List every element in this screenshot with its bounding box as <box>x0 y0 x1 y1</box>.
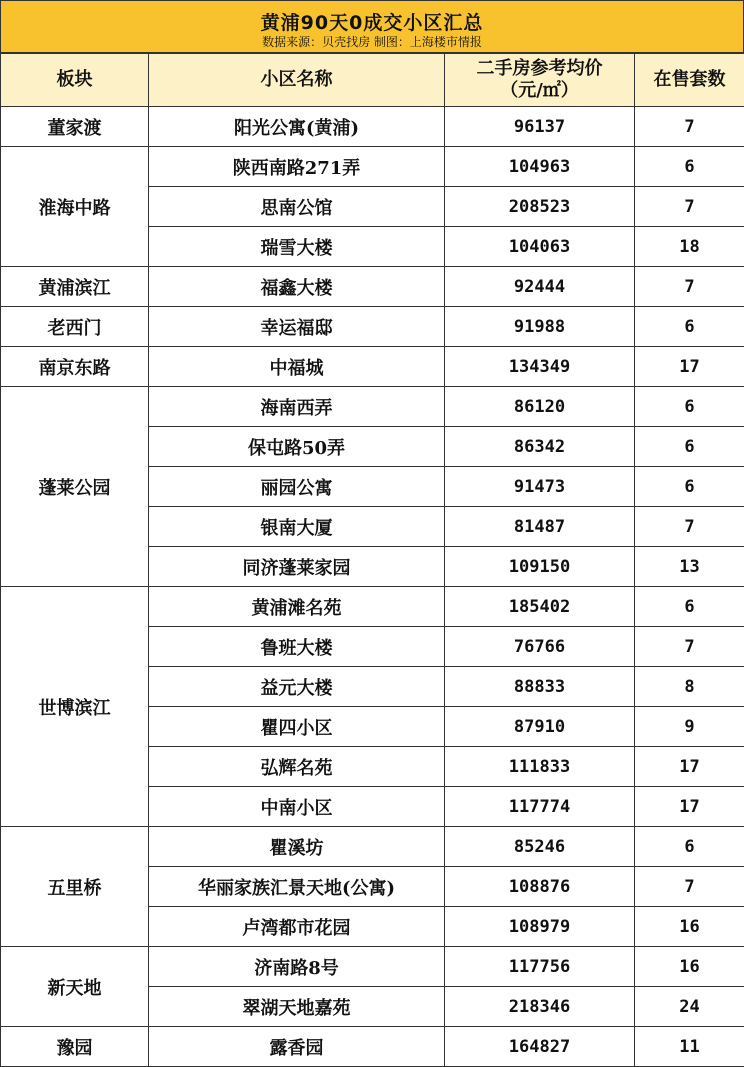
community-name-cell: 中南小区 <box>149 787 445 827</box>
community-name-cell: 丽园公寓 <box>149 467 445 507</box>
count-cell: 6 <box>635 587 744 627</box>
count-cell: 8 <box>635 667 744 707</box>
price-cell: 218346 <box>445 987 635 1027</box>
count-cell: 7 <box>635 627 744 667</box>
community-name-cell: 翠湖天地嘉苑 <box>149 987 445 1027</box>
price-cell: 86342 <box>445 427 635 467</box>
count-cell: 9 <box>635 707 744 747</box>
count-cell: 7 <box>635 507 744 547</box>
price-cell: 76766 <box>445 627 635 667</box>
count-cell: 17 <box>635 787 744 827</box>
table-row <box>1 267 744 307</box>
price-cell: 88833 <box>445 667 635 707</box>
community-name-cell: 幸运福邸 <box>149 307 445 347</box>
header-price-line2: （元/㎡） <box>500 80 579 101</box>
count-cell: 7 <box>635 107 744 147</box>
block-cell: 南京东路 <box>1 347 149 387</box>
community-name-cell: 思南公馆 <box>149 187 445 227</box>
header-count: 在售套数 <box>635 54 744 107</box>
price-cell: 81487 <box>445 507 635 547</box>
community-name-cell: 济南路8号 <box>149 947 445 987</box>
table-row <box>1 387 744 427</box>
price-cell: 108876 <box>445 867 635 907</box>
community-name-cell: 卢湾都市花园 <box>149 907 445 947</box>
block-cell: 新天地 <box>1 947 149 1027</box>
table-row <box>1 587 744 627</box>
community-name-cell: 益元大楼 <box>149 667 445 707</box>
community-name-cell: 保屯路50弄 <box>149 427 445 467</box>
block-cell: 世博滨江 <box>1 587 149 827</box>
count-cell: 7 <box>635 867 744 907</box>
table-row <box>1 107 744 147</box>
count-cell: 13 <box>635 547 744 587</box>
price-cell: 117774 <box>445 787 635 827</box>
header-price-line1: 二手房参考均价 <box>476 58 603 79</box>
block-cell: 黄浦滨江 <box>1 267 149 307</box>
price-cell: 92444 <box>445 267 635 307</box>
table-row <box>1 147 744 187</box>
community-name-cell: 银南大厦 <box>149 507 445 547</box>
community-name-cell: 中福城 <box>149 347 445 387</box>
header-row <box>1 54 744 107</box>
page-subtitle: 数据来源：贝壳找房 制图：上海楼市情报 <box>262 35 482 49</box>
price-cell: 208523 <box>445 187 635 227</box>
count-cell: 11 <box>635 1027 744 1067</box>
table-row <box>1 827 744 867</box>
count-cell: 7 <box>635 187 744 227</box>
title-band <box>0 0 744 53</box>
count-cell: 6 <box>635 827 744 867</box>
count-cell: 17 <box>635 747 744 787</box>
header-block: 板块 <box>1 54 149 107</box>
page-title: 黄浦90天0成交小区汇总 <box>260 12 484 34</box>
count-cell: 17 <box>635 347 744 387</box>
price-cell: 85246 <box>445 827 635 867</box>
block-cell: 蓬莱公园 <box>1 387 149 587</box>
count-cell: 6 <box>635 427 744 467</box>
price-cell: 111833 <box>445 747 635 787</box>
count-cell: 6 <box>635 307 744 347</box>
count-cell: 16 <box>635 947 744 987</box>
price-cell: 91473 <box>445 467 635 507</box>
price-cell: 96137 <box>445 107 635 147</box>
community-name-cell: 露香园 <box>149 1027 445 1067</box>
community-name-cell: 瑞雪大楼 <box>149 227 445 267</box>
community-name-cell: 华丽家族汇景天地(公寓) <box>149 867 445 907</box>
price-cell: 87910 <box>445 707 635 747</box>
community-table <box>0 53 744 1067</box>
table-body <box>1 107 744 1067</box>
table-row <box>1 307 744 347</box>
count-cell: 24 <box>635 987 744 1027</box>
community-name-cell: 阳光公寓(黄浦) <box>149 107 445 147</box>
community-name-cell: 陕西南路271弄 <box>149 147 445 187</box>
community-name-cell: 瞿四小区 <box>149 707 445 747</box>
community-name-cell: 海南西弄 <box>149 387 445 427</box>
community-name-cell: 弘辉名苑 <box>149 747 445 787</box>
count-cell: 6 <box>635 387 744 427</box>
count-cell: 6 <box>635 467 744 507</box>
header-name: 小区名称 <box>149 54 445 107</box>
price-cell: 134349 <box>445 347 635 387</box>
count-cell: 7 <box>635 267 744 307</box>
count-cell: 18 <box>635 227 744 267</box>
price-cell: 185402 <box>445 587 635 627</box>
count-cell: 6 <box>635 147 744 187</box>
count-cell: 16 <box>635 907 744 947</box>
price-cell: 104963 <box>445 147 635 187</box>
community-name-cell: 福鑫大楼 <box>149 267 445 307</box>
table-row <box>1 947 744 987</box>
price-cell: 104063 <box>445 227 635 267</box>
price-cell: 117756 <box>445 947 635 987</box>
table-row <box>1 347 744 387</box>
block-cell: 淮海中路 <box>1 147 149 267</box>
price-cell: 164827 <box>445 1027 635 1067</box>
community-name-cell: 黄浦滩名苑 <box>149 587 445 627</box>
block-cell: 五里桥 <box>1 827 149 947</box>
header-price <box>445 54 635 107</box>
block-cell: 老西门 <box>1 307 149 347</box>
price-cell: 91988 <box>445 307 635 347</box>
price-cell: 109150 <box>445 547 635 587</box>
price-cell: 108979 <box>445 907 635 947</box>
community-name-cell: 瞿溪坊 <box>149 827 445 867</box>
block-cell: 豫园 <box>1 1027 149 1067</box>
community-name-cell: 同济蓬莱家园 <box>149 547 445 587</box>
community-name-cell: 鲁班大楼 <box>149 627 445 667</box>
block-cell: 董家渡 <box>1 107 149 147</box>
price-cell: 86120 <box>445 387 635 427</box>
table-row <box>1 1027 744 1067</box>
